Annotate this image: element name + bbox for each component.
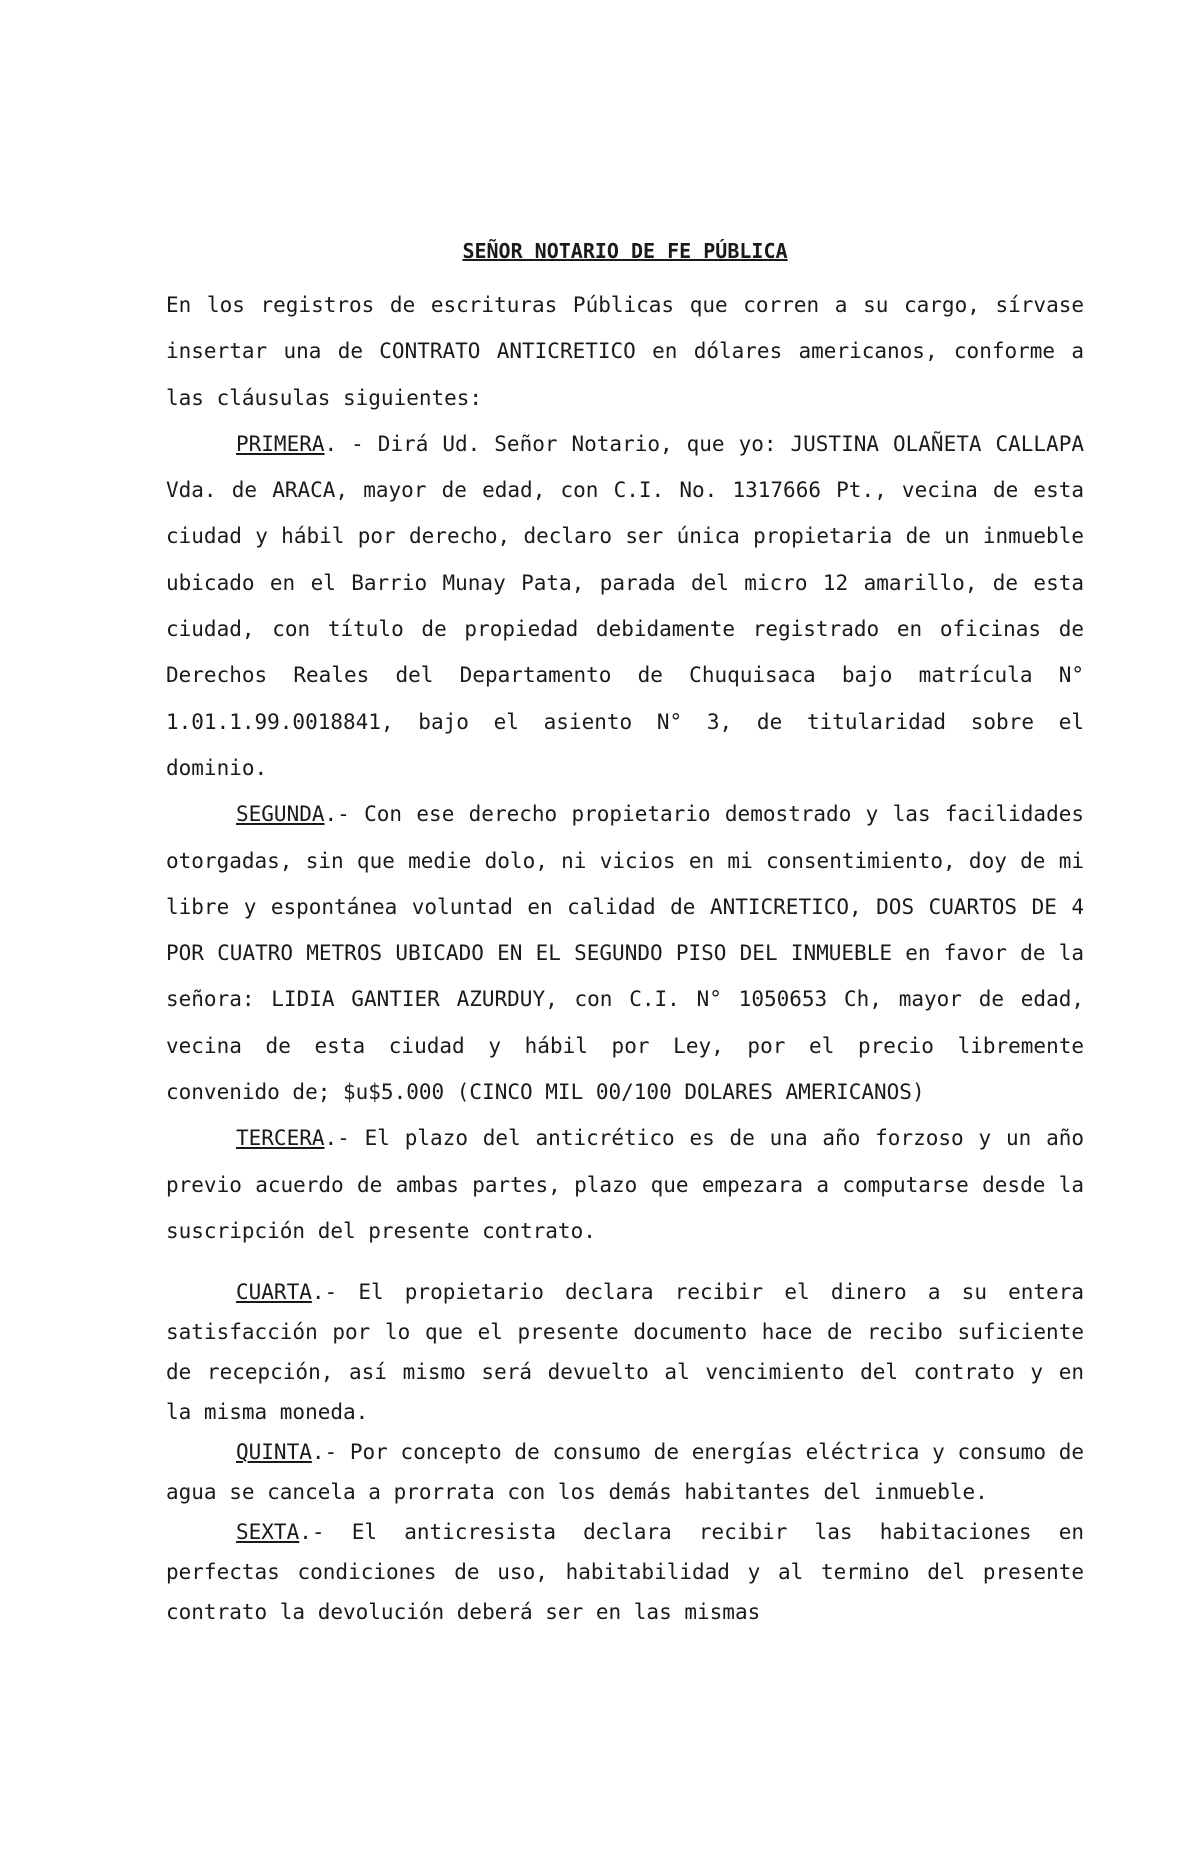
clause-label: CUARTA [236,1280,312,1305]
clause-label: SEGUNDA [236,802,325,827]
paragraph-gap [166,1254,1084,1272]
clause-text: Con ese derecho propietario demostrado y las facilidades otorgadas, sin que medie dolo, ni vicios en mi consentimiento, doy de mi libre y espontánea voluntad en calidad de ANTICRETICO, DOS CUARTOS DE 4 POR CUATRO METROS UBICADO EN EL SEGUNDO PISO DEL INMUEBLE en favor de la señora: LIDIA GANTIER AZURDUY, con C.I. N° 1050653 Ch, mayor de edad, vecina de esta ciudad y hábil por Ley, por el precio libremente convenido de; $u$5.000 (CINCO MIL 00/100 DOLARES AMERICANOS) [166,802,1084,1105]
clause-text: Por concepto de consumo de energías eléctrica y consumo de agua se cancela a prorrata con los demás habitantes del inmueble. [166,1440,1084,1505]
clause-segunda [166,791,1084,1115]
clause-text: El plazo del anticrético es de una año forzoso y un año previo acuerdo de ambas partes, plazo que empezara a computarse desde la suscripción del presente contrato. [166,1126,1085,1243]
clause-label: TERCERA [236,1126,325,1151]
clause-primera [166,421,1084,791]
clause-separator: .- [311,1280,359,1305]
clause-text: Dirá Ud. Señor Notario, que yo: JUSTINA OLAÑETA CALLAPA Vda. de ARACA, mayor de edad, con C.I. No. 1317666 Pt., vecina de esta ciudad y hábil por derecho, declaro ser única propietaria de un inmueble ubicado en el Barrio Munay Pata, parada del micro 12 amarillo, de esta ciudad, con título de propiedad debidamente registrado en oficinas de Derechos Reales del Departamento de Chuquisaca bajo matrícula N° 1.01.1.99.0018841, bajo el asiento N° 3, de titularidad sobre el dominio. [166,431,1084,780]
clause-label: QUINTA [236,1440,312,1465]
clause-tercera [166,1115,1084,1254]
intro-paragraph: En los registros de escrituras Públicas que corren a su cargo, sírvase insertar una de CONTRATO ANTICRETICO en dólares americanos, conforme a las cláusulas siguientes: [166,293,1084,410]
clause-sexta [166,1512,1084,1632]
clause-separator: . - [324,431,378,456]
clause-separator: .- [311,1440,350,1465]
clause-separator: .- [324,802,365,827]
clause-label: PRIMERA [236,431,325,456]
clause-cuarta [166,1272,1084,1432]
clause-separator: .- [324,1126,365,1151]
clause-text: El propietario declara recibir el dinero a su entera satisfacción por lo que el presente documento hace de recibo suficiente de recepción, así mismo será devuelto al vencimiento del contrato y en la misma moneda. [166,1280,1084,1425]
clause-label: SEXTA [236,1520,300,1545]
document-body [166,236,1084,1632]
clause-text: El anticresista declara recibir las habitaciones en perfectas condiciones de uso, habitabilidad y al termino del presente contrato la devolución deberá ser en las mismas [166,1520,1084,1625]
clause-quinta [166,1432,1084,1512]
document-title: SEÑOR NOTARIO DE FE PÚBLICA [462,239,788,263]
clause-separator: .- [299,1520,352,1545]
